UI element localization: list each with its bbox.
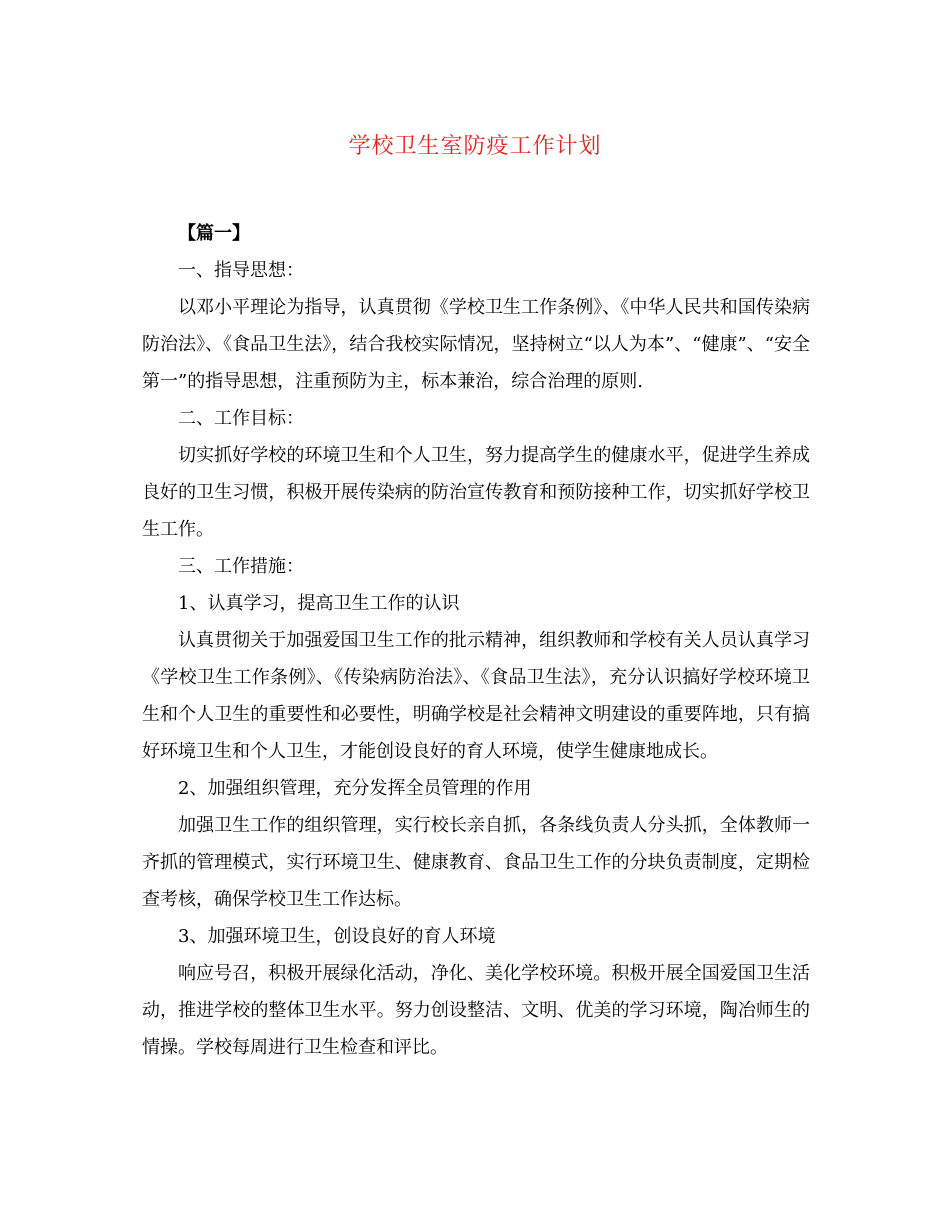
section-tag: 【篇一】: [178, 223, 250, 244]
heading-work-goals: 二、工作目标：: [178, 408, 304, 429]
paragraph-guiding-ideology: 以邓小平理论为指导，认真贯彻《学校卫生工作条例》、《中华人民共和国传染病防治法》、《食品卫生法》，结合我校实际情况，坚持树立“以人为本”、“健康”、“安全第一”的指导思想，注重预防为主，标本兼治，综合治理的原则.: [142, 297, 810, 392]
subheading-measure-1: 1、认真学习，提高卫生工作的认识: [178, 593, 460, 614]
paragraph-measure-2: 加强卫生工作的组织管理，实行校长亲自抓，各条线负责人分头抓，全体教师一齐抓的管理模式，实行环境卫生、健康教育、食品卫生工作的分块负责制度，定期检查考核，确保学校卫生工作达标。: [142, 815, 810, 910]
heading-work-measures: 三、工作措施：: [178, 556, 304, 577]
paragraph-measure-3: 响应号召，积极开展绿化活动，净化、美化学校环境。积极开展全国爱国卫生活动，推进学校的整体卫生水平。努力创设整洁、文明、优美的学习环境，陶冶师生的情操。学校每周进行卫生检查和评比。: [142, 963, 810, 1058]
document-body: [142, 215, 810, 1066]
document-title: 学校卫生室防疫工作计划: [348, 134, 602, 159]
paragraph-measure-1: 认真贯彻关于加强爱国卫生工作的批示精神，组织教师和学校有关人员认真学习《学校卫生工作条例》、《传染病防治法》、《食品卫生法》，充分认识搞好学校环境卫生和个人卫生的重要性和必要性，明确学校是社会精神文明建设的重要阵地，只有搞好环境卫生和个人卫生，才能创设良好的育人环境，使学生健康地成长。: [142, 630, 810, 762]
paragraph-work-goals: 切实抓好学校的环境卫生和个人卫生，努力提高学生的健康水平，促进学生养成良好的卫生习惯，积极开展传染病的防治宣传教育和预防接种工作，切实抓好学校卫生工作。: [142, 445, 810, 540]
heading-guiding-ideology: 一、指导思想：: [178, 260, 304, 281]
subheading-measure-2: 2、加强组织管理，充分发挥全员管理的作用: [178, 778, 532, 799]
subheading-measure-3: 3、加强环境卫生，创设良好的育人环境: [178, 926, 496, 947]
